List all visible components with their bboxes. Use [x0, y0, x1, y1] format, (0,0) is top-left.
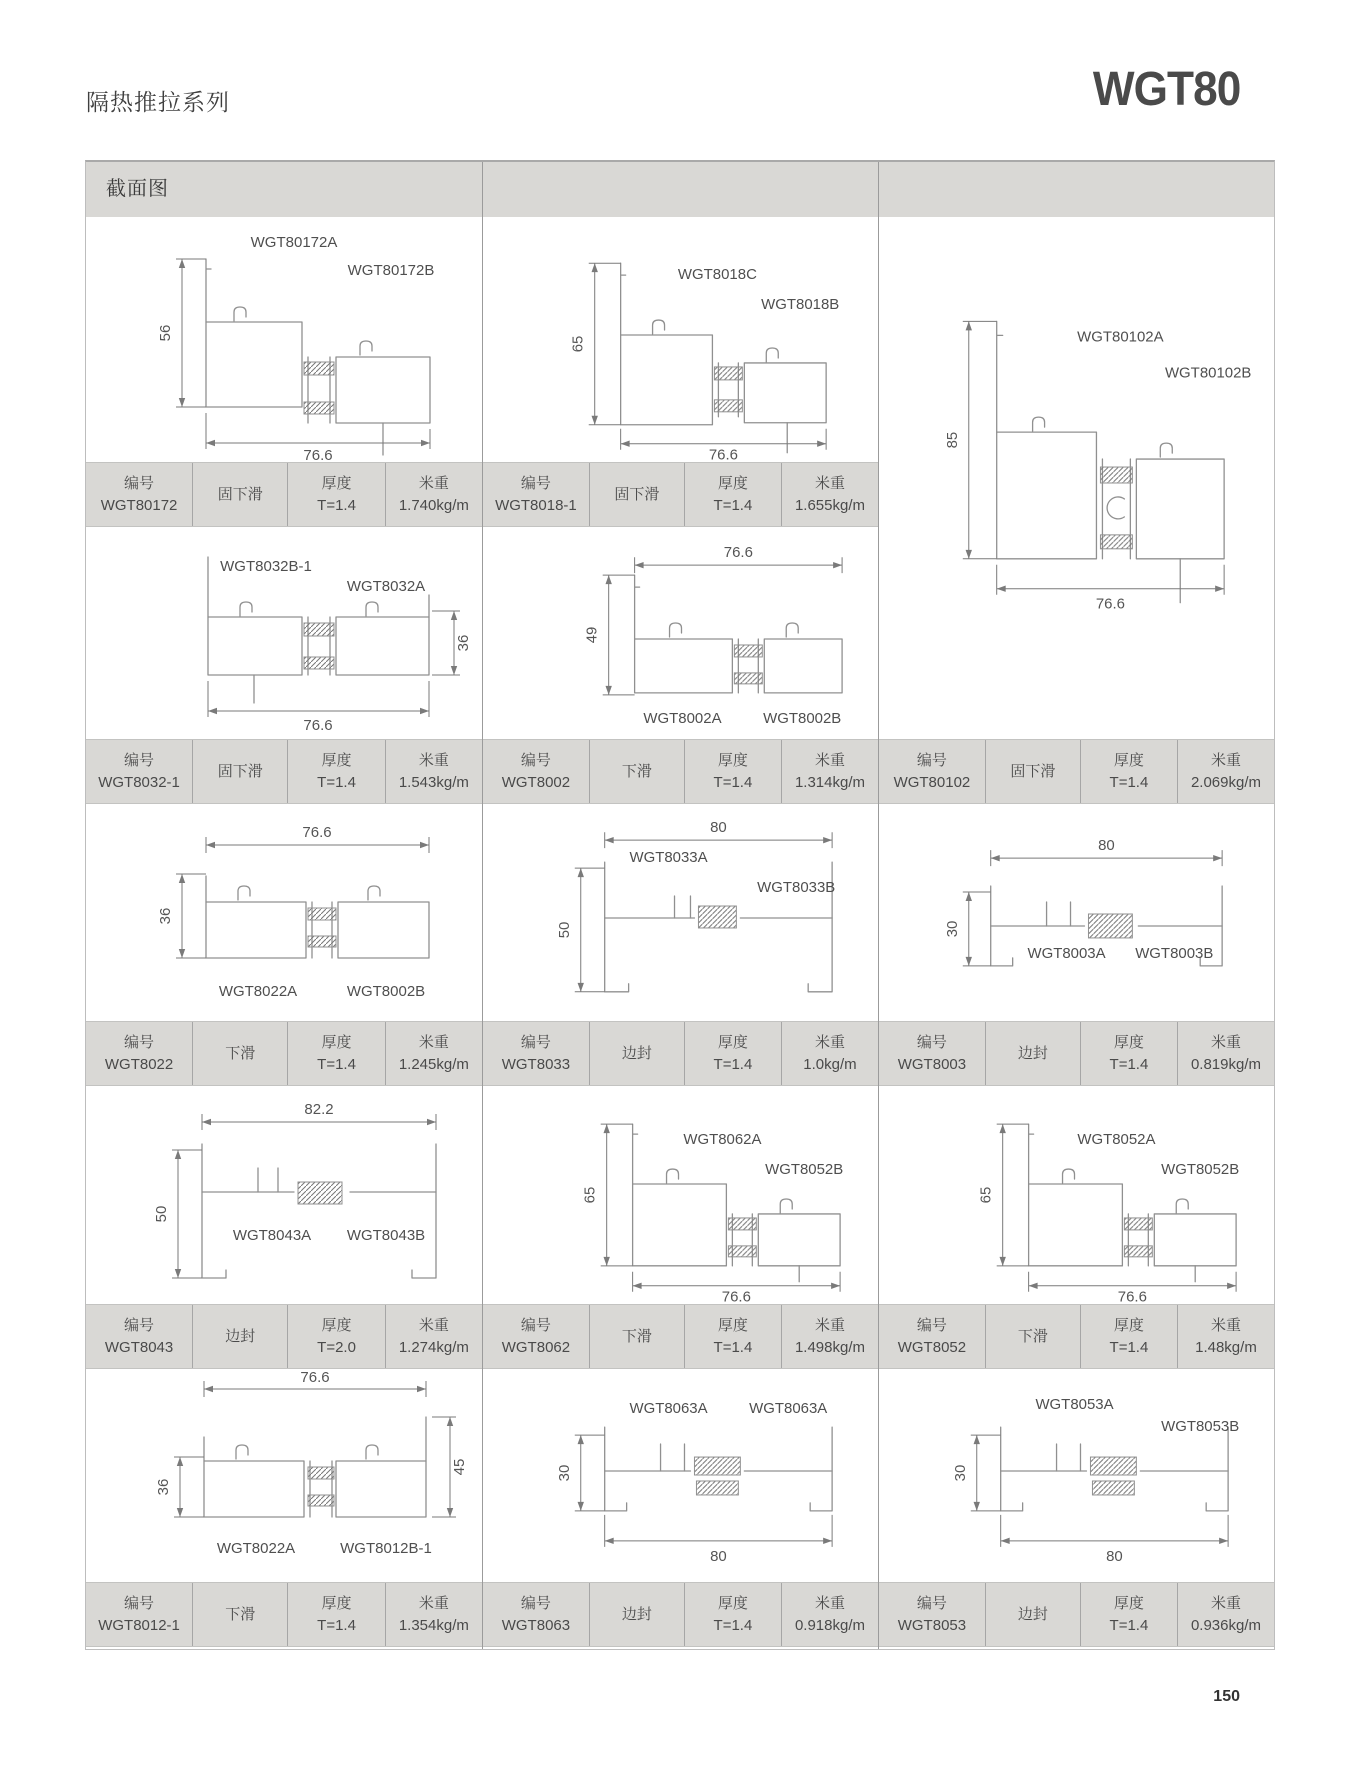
- thickness-label: 厚度: [717, 474, 748, 492]
- spec-code-cell: [86, 1022, 192, 1085]
- dimension-width: [206, 824, 429, 853]
- profile-part-label: WGT80102A: [1077, 328, 1164, 346]
- thickness-label: 厚度: [321, 751, 352, 769]
- dim-label: 76.6: [303, 717, 333, 734]
- profile-part-label: WGT8063A: [629, 1400, 708, 1418]
- spec-row-wgt8012-1: [86, 1582, 482, 1647]
- spec-thickness-cell: [684, 463, 781, 526]
- dimension-width: [635, 544, 842, 573]
- spec-row-wgt8053: [879, 1582, 1274, 1647]
- profile-outline: [206, 259, 430, 455]
- weight-label: 米重: [814, 751, 845, 769]
- thickness-value: T=1.4: [713, 1338, 753, 1356]
- code-label: 编号: [916, 751, 947, 769]
- type-value: 固下滑: [217, 762, 263, 780]
- spec-row-wgt8003: [879, 1021, 1274, 1086]
- code-value: WGT8022: [104, 1055, 174, 1073]
- dim-label: 80: [710, 819, 727, 837]
- thickness-label: 厚度: [321, 1316, 352, 1334]
- weight-label: 米重: [814, 1594, 845, 1612]
- profile-part-label: WGT8053B: [1161, 1418, 1240, 1436]
- dimension-height: [157, 259, 206, 407]
- dimension-height: [584, 575, 635, 695]
- thickness-value: T=2.0: [317, 1338, 356, 1356]
- type-value: 固下滑: [1010, 762, 1056, 780]
- spec-thickness-cell: [684, 740, 781, 803]
- table-header-row: [86, 162, 1274, 217]
- profile-part-label: WGT8053A: [1035, 1396, 1114, 1414]
- code-value: WGT8032-1: [98, 773, 180, 791]
- dim-label: 80: [1098, 837, 1115, 855]
- spec-weight-cell: [1177, 740, 1274, 803]
- spec-thickness-cell: [287, 1583, 384, 1646]
- profile-part-label: WGT8043A: [232, 1227, 312, 1244]
- diagram-wgt8003: [879, 804, 1274, 1021]
- thickness-label: 厚度: [717, 751, 748, 769]
- spec-row-wgt8002: [483, 739, 878, 804]
- dimension-width: [204, 1369, 426, 1397]
- weight-value: 1.314kg/m: [794, 773, 865, 791]
- profile-part-label: WGT8052B: [1161, 1161, 1240, 1179]
- profile-outline: [635, 575, 842, 693]
- spec-thickness-cell: [1080, 740, 1177, 803]
- weight-value: 1.655kg/m: [794, 496, 865, 514]
- thickness-label: 厚度: [1113, 1033, 1144, 1051]
- weight-value: 0.918kg/m: [794, 1616, 865, 1634]
- spec-row-wgt8052: [879, 1304, 1274, 1369]
- weight-label: 米重: [418, 1033, 449, 1051]
- dimension-width: [605, 819, 832, 848]
- dim-label: 76.6: [300, 1369, 330, 1386]
- dimension-height: [556, 868, 605, 992]
- dim-label: 50: [555, 921, 573, 939]
- profile-part-label: WGT8052B: [765, 1161, 844, 1179]
- weight-value: 0.936kg/m: [1190, 1616, 1261, 1634]
- profile-part-label: WGT8012B-1: [340, 1540, 432, 1557]
- spec-thickness-cell: [287, 463, 384, 526]
- weight-label: 米重: [1210, 1594, 1241, 1612]
- weight-label: 米重: [418, 474, 449, 492]
- dimension-width: [605, 1515, 832, 1565]
- spec-weight-cell: [1177, 1583, 1274, 1646]
- diagram-wgt80102: [879, 217, 1274, 739]
- spec-type-cell: [192, 740, 287, 803]
- code-label: 编号: [124, 474, 155, 492]
- spec-code-cell: [879, 1583, 985, 1646]
- dimension-height: [944, 892, 991, 966]
- spec-weight-cell: [385, 1583, 482, 1646]
- spec-type-cell: [589, 463, 684, 526]
- code-value: WGT8052: [897, 1338, 967, 1356]
- diagram-wgt8043: [86, 1086, 482, 1304]
- thickness-label: 厚度: [321, 1594, 352, 1612]
- thickness-label: 厚度: [321, 1033, 352, 1051]
- diagram-wgt8032: [86, 527, 482, 739]
- profile-outline: [1001, 1427, 1228, 1511]
- dim-label: 49: [583, 626, 601, 644]
- spec-code-cell: [86, 1305, 192, 1368]
- profile-outline: [621, 263, 826, 453]
- type-value: 边封: [621, 1044, 652, 1062]
- dim-label: 30: [555, 1464, 573, 1482]
- profile-part-label: WGT8003B: [1135, 944, 1214, 962]
- profile-part-label: WGT8063A: [749, 1400, 828, 1418]
- spec-type-cell: [589, 1305, 684, 1368]
- dimension-width: [997, 565, 1224, 613]
- spec-type-cell: [985, 740, 1080, 803]
- spec-type-cell: [985, 1583, 1080, 1646]
- spec-thickness-cell: [684, 1022, 781, 1085]
- diagram-wgt8012: [86, 1369, 482, 1582]
- dim-label: 80: [1106, 1547, 1123, 1565]
- thickness-value: T=1.4: [713, 1055, 753, 1073]
- thickness-value: T=1.4: [713, 496, 753, 514]
- code-value: WGT8018-1: [495, 496, 577, 514]
- dim-label: 76.6: [302, 824, 332, 841]
- profile-part-label: WGT8002A: [643, 709, 722, 727]
- dim-label: 45: [451, 1458, 468, 1476]
- code-value: WGT8002: [501, 773, 571, 791]
- spec-row-wgt8033: [483, 1021, 878, 1086]
- spec-code-cell: [86, 740, 192, 803]
- spec-thickness-cell: [287, 1022, 384, 1085]
- dim-label: 36: [155, 1478, 172, 1496]
- thickness-value: T=1.4: [317, 1055, 356, 1073]
- weight-value: 1.498kg/m: [794, 1338, 865, 1356]
- spec-code-cell: [483, 740, 589, 803]
- type-value: 边封: [621, 1605, 652, 1623]
- thickness-value: T=1.4: [317, 496, 356, 514]
- spec-thickness-cell: [287, 740, 384, 803]
- profile-part-label: WGT8022A: [216, 1540, 296, 1557]
- diagram-wgt8022: [86, 804, 482, 1021]
- dimension-width: [208, 681, 429, 734]
- dim-label: 76.6: [721, 1288, 751, 1304]
- weight-label: 米重: [814, 1316, 845, 1334]
- dimension-height: [570, 263, 621, 425]
- spec-weight-cell: [385, 1022, 482, 1085]
- dimension-height-right: [432, 1417, 468, 1517]
- spec-row-wgt8063: [483, 1582, 878, 1647]
- type-value: 下滑: [225, 1044, 256, 1062]
- thickness-value: T=1.4: [1109, 1055, 1149, 1073]
- spec-weight-cell: [1177, 1305, 1274, 1368]
- type-value: 边封: [1017, 1044, 1048, 1062]
- section-header-label: 截面图: [106, 178, 169, 200]
- dimension-height: [432, 611, 472, 675]
- spec-thickness-cell: [684, 1583, 781, 1646]
- spec-weight-cell: [1177, 1022, 1274, 1085]
- code-value: WGT8003: [897, 1055, 967, 1073]
- code-value: WGT8063: [501, 1616, 571, 1634]
- profile-outline: [204, 1417, 426, 1517]
- profile-part-label: WGT8032B-1: [220, 558, 312, 575]
- dim-label: 50: [153, 1205, 170, 1223]
- dimension-height: [155, 1457, 204, 1517]
- code-label: 编号: [520, 474, 551, 492]
- weight-label: 米重: [1210, 1316, 1241, 1334]
- thickness-label: 厚度: [1113, 1594, 1144, 1612]
- code-value: WGT8012-1: [98, 1616, 180, 1634]
- dimension-width: [1001, 1515, 1228, 1565]
- weight-label: 米重: [814, 474, 845, 492]
- dim-label: 85: [943, 431, 961, 449]
- code-value: WGT8053: [897, 1616, 967, 1634]
- thickness-value: T=1.4: [1109, 1616, 1149, 1634]
- spec-weight-cell: [781, 1022, 878, 1085]
- thickness-label: 厚度: [717, 1594, 748, 1612]
- profile-part-label: WGT8018C: [677, 266, 757, 284]
- diagram-wgt8002: [483, 527, 878, 739]
- type-value: 固下滑: [614, 485, 660, 503]
- spec-code-cell: [879, 1022, 985, 1085]
- profile-outline: [605, 1427, 832, 1511]
- dimension-height: [978, 1124, 1029, 1266]
- code-label: 编号: [520, 1033, 551, 1051]
- dim-label: 36: [455, 634, 472, 652]
- type-value: 固下滑: [217, 485, 263, 503]
- spec-thickness-cell: [1080, 1022, 1177, 1085]
- code-label: 编号: [916, 1594, 947, 1612]
- thickness-value: T=1.4: [713, 1616, 753, 1634]
- dimension-height: [153, 1150, 202, 1278]
- dim-label: 76.6: [723, 544, 753, 562]
- type-value: 边封: [225, 1327, 256, 1345]
- diagram-wgt8062: [483, 1086, 878, 1304]
- spec-weight-cell: [781, 1583, 878, 1646]
- spec-code-cell: [86, 463, 192, 526]
- diagram-wgt8053: [879, 1369, 1274, 1582]
- dim-label: 80: [710, 1547, 727, 1565]
- spec-code-cell: [86, 1583, 192, 1646]
- weight-value: 1.48kg/m: [1195, 1338, 1257, 1356]
- code-value: WGT8033: [501, 1055, 571, 1073]
- dim-label: 76.6: [708, 446, 738, 462]
- thickness-value: T=1.4: [317, 1616, 356, 1634]
- spec-row-wgt8018-1: [483, 462, 878, 527]
- thickness-label: 厚度: [717, 1316, 748, 1334]
- spec-weight-cell: [385, 740, 482, 803]
- weight-value: 1.245kg/m: [398, 1055, 469, 1073]
- dim-label: 76.6: [303, 447, 333, 462]
- weight-value: 1.274kg/m: [398, 1338, 469, 1356]
- thickness-value: T=1.4: [1109, 1338, 1149, 1356]
- diagram-wgt8052: [879, 1086, 1274, 1304]
- weight-value: 1.740kg/m: [398, 496, 469, 514]
- profile-outline: [206, 876, 429, 958]
- thickness-label: 厚度: [1113, 751, 1144, 769]
- spec-type-cell: [192, 463, 287, 526]
- spec-type-cell: [985, 1022, 1080, 1085]
- dimension-height: [582, 1124, 633, 1266]
- thickness-label: 厚度: [321, 474, 352, 492]
- dimension-width: [206, 413, 430, 462]
- weight-label: 米重: [418, 1594, 449, 1612]
- series-code: WGT80: [1092, 63, 1240, 116]
- profile-part-label: WGT8033B: [757, 879, 836, 897]
- dim-label: 76.6: [1117, 1288, 1147, 1304]
- profile-part-label: WGT8052A: [1077, 1131, 1156, 1149]
- dim-label: 65: [581, 1186, 599, 1204]
- spec-row-wgt80102: [879, 739, 1274, 804]
- dim-label: 65: [977, 1186, 995, 1204]
- profile-part-label: WGT8002B: [346, 983, 426, 1000]
- profile-outline: [202, 1144, 436, 1278]
- diagram-wgt8018: [483, 217, 878, 462]
- page-title: 隔热推拉系列: [86, 89, 230, 115]
- spec-type-cell: [192, 1022, 287, 1085]
- code-label: 编号: [124, 1316, 155, 1334]
- type-value: 下滑: [225, 1605, 256, 1623]
- spec-weight-cell: [781, 1305, 878, 1368]
- dimension-width: [1029, 1272, 1236, 1304]
- code-value: WGT8043: [104, 1338, 174, 1356]
- spec-type-cell: [589, 1583, 684, 1646]
- dimension-width: [202, 1101, 436, 1130]
- thickness-label: 厚度: [717, 1033, 748, 1051]
- weight-label: 米重: [418, 1316, 449, 1334]
- dim-label: 56: [157, 324, 174, 342]
- diagram-wgt80172: [86, 217, 482, 462]
- weight-value: 1.0kg/m: [803, 1055, 857, 1073]
- spec-type-cell: [192, 1583, 287, 1646]
- dimension-height: [952, 1435, 1001, 1511]
- spec-type-cell: [985, 1305, 1080, 1368]
- profile-part-label: WGT8022A: [218, 983, 298, 1000]
- diagram-wgt8063: [483, 1369, 878, 1582]
- dimension-width: [621, 429, 826, 462]
- spec-row-wgt80172: [86, 462, 482, 527]
- weight-value: 2.069kg/m: [1190, 773, 1261, 791]
- profile-part-label: WGT8003A: [1027, 944, 1106, 962]
- diagram-wgt8033: [483, 804, 878, 1021]
- spec-code-cell: [483, 463, 589, 526]
- code-label: 编号: [520, 751, 551, 769]
- code-label: 编号: [916, 1033, 947, 1051]
- spec-weight-cell: [385, 463, 482, 526]
- code-value: WGT80172: [100, 496, 178, 514]
- profile-part-label: WGT8018B: [761, 296, 840, 314]
- spec-thickness-cell: [684, 1305, 781, 1368]
- profile-part-label: WGT80172A: [250, 234, 338, 251]
- spec-type-cell: [589, 1022, 684, 1085]
- type-value: 下滑: [621, 762, 652, 780]
- type-value: 下滑: [1017, 1327, 1048, 1345]
- spec-type-cell: [192, 1305, 287, 1368]
- dimension-height: [157, 874, 206, 958]
- weight-label: 米重: [1210, 751, 1241, 769]
- spec-thickness-cell: [287, 1305, 384, 1368]
- profile-part-label: WGT8062A: [683, 1131, 762, 1149]
- thickness-value: T=1.4: [1109, 773, 1149, 791]
- code-label: 编号: [124, 1033, 155, 1051]
- dim-label: 30: [943, 920, 961, 938]
- spec-row-wgt8062: [483, 1304, 878, 1369]
- thickness-label: 厚度: [1113, 1316, 1144, 1334]
- weight-label: 米重: [418, 751, 449, 769]
- spec-code-cell: [483, 1305, 589, 1368]
- spec-thickness-cell: [1080, 1583, 1177, 1646]
- code-label: 编号: [520, 1316, 551, 1334]
- thickness-value: T=1.4: [317, 773, 356, 791]
- spec-row-wgt8043: [86, 1304, 482, 1369]
- spec-code-cell: [483, 1022, 589, 1085]
- spec-type-cell: [589, 740, 684, 803]
- spec-row-wgt8022: [86, 1021, 482, 1086]
- profile-part-label: WGT80172B: [347, 262, 435, 279]
- spec-thickness-cell: [1080, 1305, 1177, 1368]
- dimension-height: [556, 1435, 605, 1511]
- dimension-height: [944, 321, 997, 558]
- profile-part-label: WGT8002B: [763, 709, 842, 727]
- code-value: WGT80102: [893, 773, 971, 791]
- dimension-width: [991, 837, 1222, 866]
- code-label: 编号: [520, 1594, 551, 1612]
- dim-label: 30: [951, 1464, 969, 1482]
- spec-code-cell: [879, 1305, 985, 1368]
- profile-part-label: WGT8033A: [629, 849, 708, 867]
- type-value: 边封: [1017, 1605, 1048, 1623]
- spec-code-cell: [483, 1583, 589, 1646]
- dim-label: 76.6: [1095, 595, 1125, 613]
- dim-label: 36: [157, 907, 174, 925]
- weight-value: 1.543kg/m: [398, 773, 469, 791]
- weight-label: 米重: [1210, 1033, 1241, 1051]
- weight-value: 0.819kg/m: [1190, 1055, 1261, 1073]
- code-label: 编号: [124, 751, 155, 769]
- spec-row-wgt8032-1: [86, 739, 482, 804]
- thickness-value: T=1.4: [713, 773, 753, 791]
- weight-value: 1.354kg/m: [398, 1616, 469, 1634]
- spec-code-cell: [879, 740, 985, 803]
- dim-label: 65: [569, 335, 587, 353]
- type-value: 下滑: [621, 1327, 652, 1345]
- weight-label: 米重: [814, 1033, 845, 1051]
- page-number: 150: [1213, 1688, 1240, 1705]
- spec-weight-cell: [781, 463, 878, 526]
- code-label: 编号: [124, 1594, 155, 1612]
- spec-weight-cell: [385, 1305, 482, 1368]
- profile-part-label: WGT8032A: [346, 578, 426, 595]
- spec-weight-cell: [781, 740, 878, 803]
- code-label: 编号: [916, 1316, 947, 1334]
- dimension-width: [633, 1272, 840, 1304]
- dim-label: 82.2: [304, 1101, 334, 1118]
- profile-part-label: WGT8043B: [346, 1227, 426, 1244]
- section-table: [85, 160, 1275, 1650]
- profile-part-label: WGT80102B: [1164, 364, 1252, 382]
- code-value: WGT8062: [501, 1338, 571, 1356]
